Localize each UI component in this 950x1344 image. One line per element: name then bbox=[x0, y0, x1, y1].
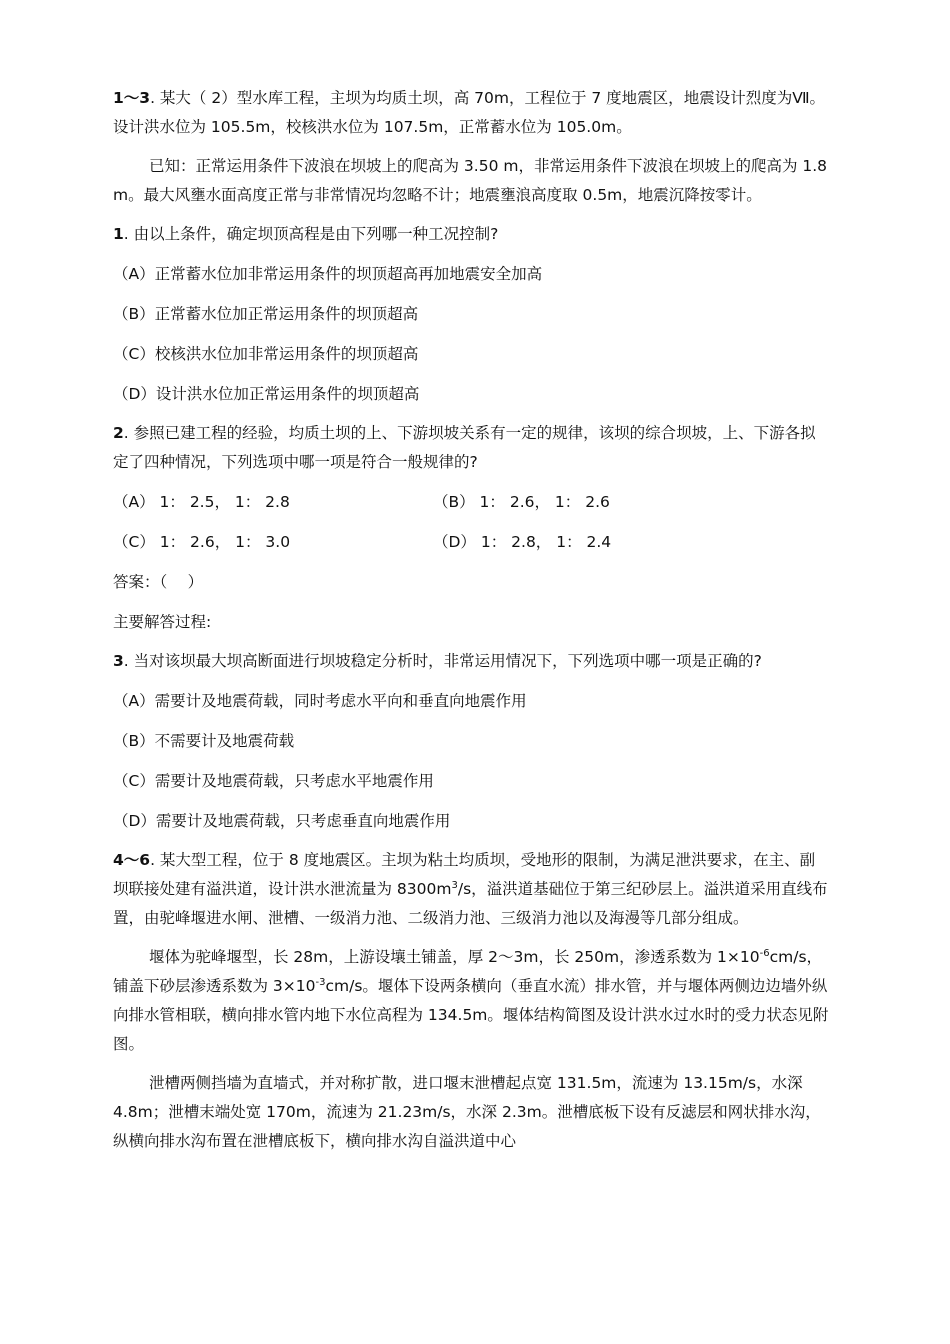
block2-intro-sup: 3 bbox=[451, 880, 458, 891]
block2-para2-sup2: -3 bbox=[315, 977, 326, 988]
q1-option-c: （C）校核洪水位加非常运用条件的坝顶超高 bbox=[113, 345, 419, 363]
q3-number: 3 bbox=[113, 652, 124, 670]
block2-para2-a: 堰体为驼峰堰型，长 28m，上游设壤土铺盖，厚 2～3m，长 250m，渗透系数为 1×10 bbox=[149, 948, 760, 966]
q2-answer: 答案：（ ） bbox=[113, 573, 204, 591]
q2-text: . 参照已建工程的经验，均质土坝的上、下游坝坡关系有一定的规律，该坝的综合坝坡，上、下游各拟定了四种情况，下列选项中哪一项是符合一般规律的? bbox=[113, 424, 816, 471]
q3-option-b: （B）不需要计及地震荷载 bbox=[113, 732, 295, 750]
block2-para2-c: cm/s。堰体下设两条横向（垂直水流）排水管，并与堰体两侧边边墙外纵向排水管相联，横向排水管内地下水位高程为 134.5m。堰体结构简图及设计洪水过水时的受力状态见附图。 bbox=[113, 977, 829, 1053]
q1-option-b: （B）正常蓄水位加正常运用条件的坝顶超高 bbox=[113, 305, 419, 323]
block2-intro-b: /s，溢洪道基础位于第三纪砂层上。溢洪道采用直线布置，由驼峰堰进水闸、泄槽、一级消力池、二级消力池、三级消力池以及海漫等几部分组成。 bbox=[113, 880, 828, 927]
block2-para3: 泄槽两侧挡墙为直墙式，并对称扩散，进口堰末泄槽起点宽 131.5m，流速为 13.15m/s，水深 4.8m；泄槽末端处宽 170m，流速为 21.23m/s，水深 2.3m。泄槽底板下设有反滤层和网状排水沟，纵横向排水沟布置在泄槽底板下，横向排水沟自溢洪道中心 bbox=[113, 1074, 821, 1150]
block2-para2 bbox=[113, 943, 830, 1059]
q3-option-a: （A）需要计及地震荷载，同时考虑水平向和垂直向地震作用 bbox=[113, 692, 527, 710]
q1-stem bbox=[113, 220, 830, 249]
block2-intro bbox=[113, 846, 830, 933]
q1-option-a: （A）正常蓄水位加非常运用条件的坝顶超高再加地震安全加高 bbox=[113, 265, 543, 283]
q2-options-row-1 bbox=[113, 488, 830, 517]
q2-stem bbox=[113, 419, 830, 477]
q2-option-c: （C） 1： 2.6， 1： 3.0 bbox=[113, 533, 291, 551]
block1-intro-text: . 某大（ 2）型水库工程，主坝为均质土坝，高 70m，工程位于 7 度地震区，地震设计烈度为Ⅶ。设计洪水位为 105.5m，校核洪水位为 107.5m，正常蓄水位为 105.0m。 bbox=[113, 89, 826, 136]
block2-para2-sup1: -6 bbox=[759, 948, 770, 959]
q1-number: 1 bbox=[113, 225, 124, 243]
q2-number: 2 bbox=[113, 424, 124, 442]
q1-option-d: （D）设计洪水位加正常运用条件的坝顶超高 bbox=[113, 385, 420, 403]
q1-text: . 由以上条件，确定坝顶高程是由下列哪一种工况控制? bbox=[123, 225, 499, 243]
block2-para2-b: cm/s，铺盖下砂层渗透系数为 3×10 bbox=[113, 948, 823, 995]
q2-process: 主要解答过程: bbox=[113, 613, 212, 631]
q3-option-c: （C）需要计及地震荷载，只考虑水平地震作用 bbox=[113, 772, 434, 790]
q2-option-b: （B） 1： 2.6， 1： 2.6 bbox=[433, 493, 610, 511]
block2-intro-a: . 某大型工程，位于 8 度地震区。主坝为粘土均质坝，受地形的限制，为满足泄洪要求，在主、副坝联接处建有溢洪道，设计洪水泄流量为 8300m bbox=[113, 851, 816, 898]
block2-label: 4～6 bbox=[113, 851, 151, 869]
q3-text: . 当对该坝最大坝高断面进行坝坡稳定分析时，非常运用情况下，下列选项中哪一项是正确的? bbox=[123, 652, 762, 670]
block1-intro bbox=[113, 84, 830, 142]
q3-stem bbox=[113, 647, 830, 676]
block1-known: 已知：正常运用条件下波浪在坝坡上的爬高为 3.50 m，非常运用条件下波浪在坝坡上的爬高为 1.8 m。最大风壅水面高度正常与非常情况均忽略不计；地震壅浪高度取 0.5m，地震沉降按零计。 bbox=[113, 157, 828, 204]
q2-option-d: （D） 1： 2.8， 1： 2.4 bbox=[433, 533, 612, 551]
q2-option-a: （A） 1： 2.5， 1： 2.8 bbox=[113, 493, 290, 511]
q3-option-d: （D）需要计及地震荷载，只考虑垂直向地震作用 bbox=[113, 812, 451, 830]
q2-options-row-2 bbox=[113, 528, 830, 557]
block1-label: 1～3 bbox=[113, 89, 151, 107]
